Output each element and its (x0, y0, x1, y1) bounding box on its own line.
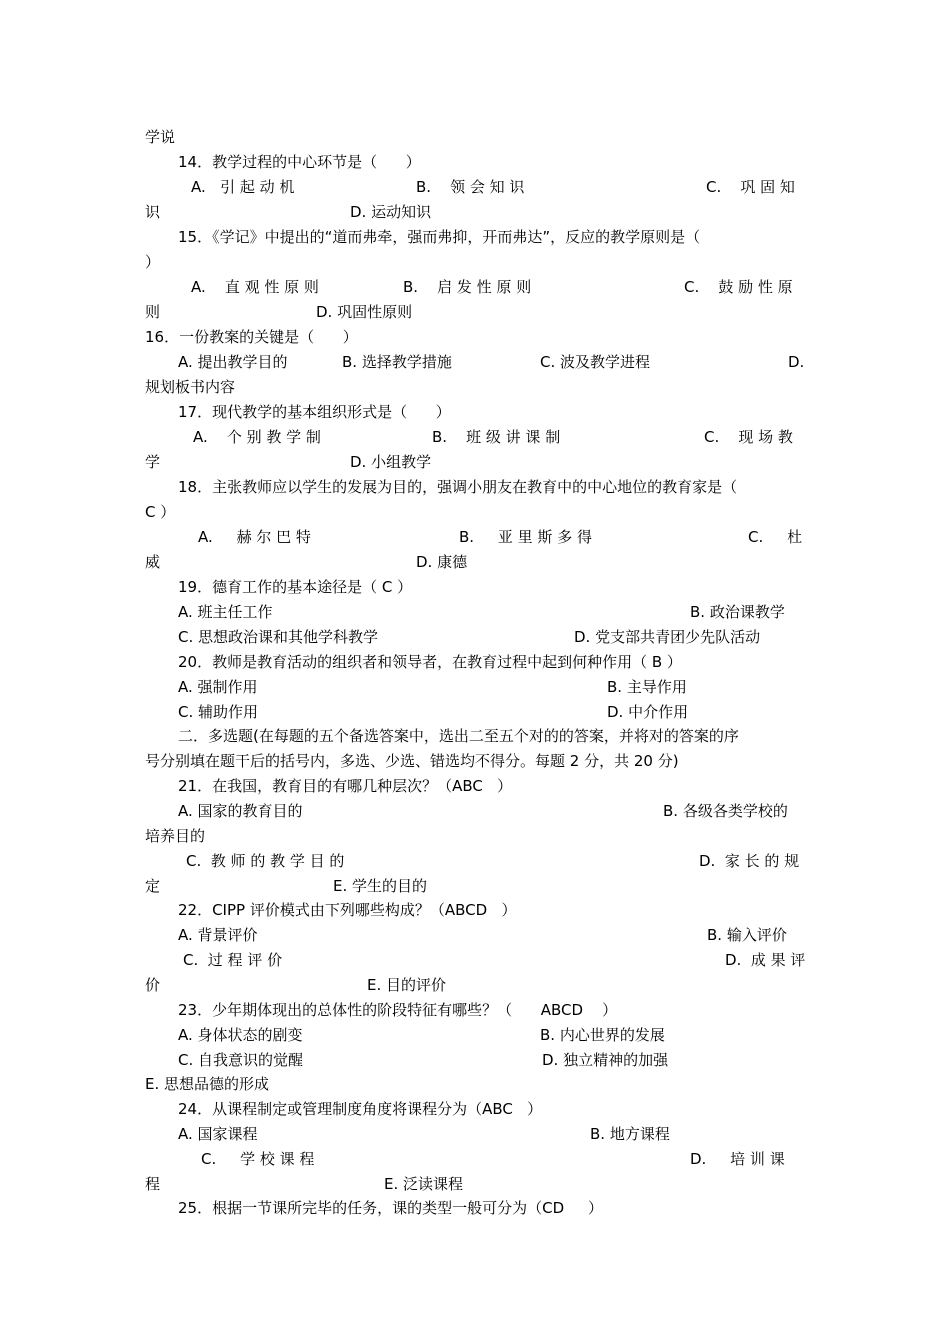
option-e: E. 目的评价 (367, 976, 447, 994)
text-line: 威 (145, 553, 161, 571)
question-24: 24．从课程制定或管理制度角度将课程分为（ABC ） (178, 1100, 543, 1118)
question-15: 15．《学记》中提出的“道而弗牵，强而弗抑，开而弗达”，反应的教学原则是（ (178, 228, 701, 246)
option-d: D. 党支部共青团少先队活动 (574, 628, 761, 646)
option-d: D. (788, 353, 805, 371)
option-c: C. 辅助作用 (178, 703, 259, 721)
option-c: C. 鼓 励 性 原 (684, 278, 793, 296)
option-b: B. 政治课教学 (690, 603, 785, 621)
option-b: B. 地方课程 (590, 1125, 670, 1143)
option-a: A. 引 起 动 机 (191, 178, 295, 196)
answer-line: C ） (145, 503, 176, 521)
text-line: 学 (145, 453, 161, 471)
option-b: B. 启 发 性 原 则 (403, 278, 532, 296)
option-a: A. 背景评价 (178, 926, 258, 944)
option-c: C. 教 师 的 教 学 目 的 (186, 852, 345, 870)
option-b: B. 输入评价 (707, 926, 787, 944)
question-25: 25．根据一节课所完毕的任务，课的类型一般可分为（CD ） (178, 1199, 603, 1217)
option-b: B. 主导作用 (607, 678, 687, 696)
option-c: C. 思想政治课和其他学科教学 (178, 628, 379, 646)
question-19: 19．德育工作的基本途径是（ C ） (178, 578, 413, 596)
option-b: B. 各级各类学校的 (663, 802, 788, 820)
option-a: A. 个 别 教 学 制 (193, 428, 321, 446)
text-line: 定 (145, 877, 161, 895)
option-c: C. 自我意识的觉醒 (178, 1051, 304, 1069)
option-a: A. 身体状态的剧变 (178, 1026, 303, 1044)
text-line: 学说 (145, 128, 176, 146)
option-a: A. 强制作用 (178, 678, 258, 696)
option-e: E. 思想品德的形成 (145, 1075, 270, 1093)
text-line: 价 (145, 976, 161, 994)
option-d: D. 运动知识 (350, 203, 432, 221)
option-d: D. 康德 (416, 553, 468, 571)
option-b: B. 亚 里 斯 多 得 (459, 528, 592, 546)
text-line: 培养目的 (145, 827, 206, 845)
option-b: B. 选择教学措施 (342, 353, 452, 371)
question-16: 16．一份教案的关键是（ ） (145, 328, 358, 346)
text-line: 则 (145, 303, 161, 321)
question-21: 21．在我国，教育目的有哪几种层次？（ABC ） (178, 777, 513, 795)
option-c: C. 过 程 评 价 (183, 951, 283, 969)
option-a: A. 班主任工作 (178, 603, 273, 621)
question-22: 22．CIPP 评价模式由下列哪些构成？（ABCD ） (178, 901, 517, 919)
section-heading-cont: 号分别填在题干后的括号内，多选、少选、错选均不得分。每题 2 分，共 20 分) (145, 752, 679, 770)
option-a: A. 提出教学目的 (178, 353, 288, 371)
question-17: 17．现代教学的基本组织形式是（ ） (178, 403, 451, 421)
question-18: 18．主张教师应以学生的发展为目的，强调小朋友在教育中的中心地位的教育家是（ (178, 478, 738, 496)
option-c: C. 波及教学进程 (540, 353, 651, 371)
option-d: D. 家 长 的 规 (699, 852, 800, 870)
option-b: B. 班 级 讲 课 制 (432, 428, 561, 446)
option-a: A. 直 观 性 原 则 (191, 278, 319, 296)
text-line: 规划板书内容 (145, 378, 236, 396)
question-20: 20．教师是教育活动的组织者和领导者，在教育过程中起到何种作用（ B ） (178, 653, 682, 671)
option-a: A. 国家的教育目的 (178, 802, 303, 820)
option-d: D. 成 果 评 (725, 951, 806, 969)
option-e: E. 学生的目的 (333, 877, 428, 895)
option-a: A. 赫 尔 巴 特 (198, 528, 311, 546)
question-14: 14．教学过程的中心环节是（ ） (178, 153, 421, 171)
option-b: B. 领 会 知 识 (416, 178, 525, 196)
option-d: D. 小组教学 (350, 453, 432, 471)
option-c: C. 杜 (748, 528, 803, 546)
option-b: B. 内心世界的发展 (540, 1026, 665, 1044)
text-line: 程 (145, 1175, 161, 1193)
text-line: ） (145, 253, 161, 271)
option-d: D. 独立精神的加强 (542, 1051, 669, 1069)
option-e: E. 泛读课程 (384, 1175, 464, 1193)
option-d: D. 培 训 课 (690, 1150, 785, 1168)
section-heading: 二．多选题(在每题的五个备选答案中，选出二至五个对的的答案，并将对的答案的序 (178, 727, 739, 745)
question-23: 23．少年期体现出的总体性的阶段特征有哪些？（ ABCD ） (178, 1001, 618, 1019)
option-c: C. 现 场 教 (704, 428, 793, 446)
text-line: 识 (145, 203, 161, 221)
option-c: C. 学 校 课 程 (201, 1150, 315, 1168)
option-d: D. 巩固性原则 (316, 303, 413, 321)
option-a: A. 国家课程 (178, 1125, 258, 1143)
option-d: D. 中介作用 (607, 703, 689, 721)
option-c: C. 巩 固 知 (706, 178, 795, 196)
